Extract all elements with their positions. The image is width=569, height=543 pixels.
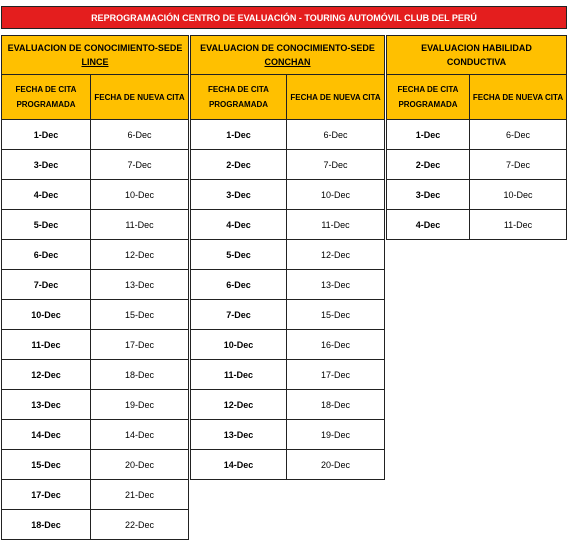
table-row	[1, 510, 189, 540]
new-date-cell: 20-Dec	[287, 450, 385, 480]
scheduled-date-cell: 4-Dec	[190, 210, 287, 240]
table-row	[386, 210, 567, 240]
col-header-new: FECHA DE NUEVA CITA	[91, 75, 189, 120]
new-date-cell: 22-Dec	[91, 510, 189, 540]
table-row	[190, 390, 385, 420]
scheduled-date-cell: 13-Dec	[190, 420, 287, 450]
table-row	[190, 210, 385, 240]
section-header	[386, 35, 567, 75]
new-date-cell: 19-Dec	[91, 390, 189, 420]
new-date-cell: 18-Dec	[287, 390, 385, 420]
table-row	[190, 450, 385, 480]
table-row	[190, 360, 385, 390]
new-date-cell: 13-Dec	[287, 270, 385, 300]
new-date-cell: 21-Dec	[91, 480, 189, 510]
col-header-scheduled: FECHA DE CITA PROGRAMADA	[1, 75, 91, 120]
table-row	[190, 270, 385, 300]
scheduled-date-cell: 3-Dec	[1, 150, 91, 180]
table-row	[190, 180, 385, 210]
scheduled-date-cell: 2-Dec	[386, 150, 470, 180]
scheduled-date-cell: 11-Dec	[190, 360, 287, 390]
scheduled-date-cell: 3-Dec	[190, 180, 287, 210]
scheduled-date-cell: 6-Dec	[190, 270, 287, 300]
table-row	[1, 420, 189, 450]
section-subtitle: CONDUCTIVA	[446, 57, 507, 67]
table-row	[1, 390, 189, 420]
table-body	[386, 120, 567, 240]
scheduled-date-cell: 17-Dec	[1, 480, 91, 510]
scheduled-date-cell: 10-Dec	[1, 300, 91, 330]
scheduled-date-cell: 12-Dec	[1, 360, 91, 390]
table-row	[190, 330, 385, 360]
section-subtitle: LINCE	[81, 57, 109, 67]
new-date-cell: 13-Dec	[91, 270, 189, 300]
table-row	[1, 150, 189, 180]
new-date-cell: 11-Dec	[91, 210, 189, 240]
section-habilidad	[386, 35, 567, 240]
new-date-cell: 18-Dec	[91, 360, 189, 390]
new-date-cell: 7-Dec	[287, 150, 385, 180]
scheduled-date-cell: 14-Dec	[1, 420, 91, 450]
table-row	[1, 450, 189, 480]
scheduled-date-cell: 7-Dec	[190, 300, 287, 330]
new-date-cell: 6-Dec	[287, 120, 385, 150]
table-row	[190, 240, 385, 270]
scheduled-date-cell: 11-Dec	[1, 330, 91, 360]
new-date-cell: 17-Dec	[287, 360, 385, 390]
new-date-cell: 11-Dec	[470, 210, 567, 240]
section-title: EVALUACION HABILIDAD	[421, 43, 532, 53]
column-headers	[190, 75, 385, 120]
table-row	[386, 180, 567, 210]
scheduled-date-cell: 5-Dec	[1, 210, 91, 240]
scheduled-date-cell: 4-Dec	[386, 210, 470, 240]
scheduled-date-cell: 7-Dec	[1, 270, 91, 300]
scheduled-date-cell: 1-Dec	[1, 120, 91, 150]
new-date-cell: 10-Dec	[91, 180, 189, 210]
table-row	[190, 150, 385, 180]
scheduled-date-cell: 15-Dec	[1, 450, 91, 480]
new-date-cell: 6-Dec	[91, 120, 189, 150]
table-row	[1, 480, 189, 510]
scheduled-date-cell: 13-Dec	[1, 390, 91, 420]
table-body	[1, 120, 189, 540]
table-row	[1, 180, 189, 210]
new-date-cell: 15-Dec	[91, 300, 189, 330]
scheduled-date-cell: 6-Dec	[1, 240, 91, 270]
scheduled-date-cell: 10-Dec	[190, 330, 287, 360]
scheduled-date-cell: 12-Dec	[190, 390, 287, 420]
table-row	[1, 240, 189, 270]
new-date-cell: 20-Dec	[91, 450, 189, 480]
table-row	[1, 300, 189, 330]
section-conchan	[190, 35, 385, 480]
scheduled-date-cell: 3-Dec	[386, 180, 470, 210]
new-date-cell: 7-Dec	[91, 150, 189, 180]
table-row	[1, 120, 189, 150]
new-date-cell: 12-Dec	[91, 240, 189, 270]
scheduled-date-cell: 1-Dec	[190, 120, 287, 150]
table-row	[1, 270, 189, 300]
table-row	[386, 150, 567, 180]
new-date-cell: 14-Dec	[91, 420, 189, 450]
new-date-cell: 10-Dec	[287, 180, 385, 210]
table-row	[1, 210, 189, 240]
column-headers	[1, 75, 189, 120]
new-date-cell: 6-Dec	[470, 120, 567, 150]
table-row	[190, 300, 385, 330]
new-date-cell: 7-Dec	[470, 150, 567, 180]
new-date-cell: 12-Dec	[287, 240, 385, 270]
table-row	[386, 120, 567, 150]
scheduled-date-cell: 14-Dec	[190, 450, 287, 480]
col-header-scheduled: FECHA DE CITA PROGRAMADA	[190, 75, 287, 120]
col-header-new: FECHA DE NUEVA CITA	[470, 75, 567, 120]
section-title: EVALUACION DE CONOCIMIENTO-SEDE	[200, 43, 375, 53]
new-date-cell: 10-Dec	[470, 180, 567, 210]
col-header-new: FECHA DE NUEVA CITA	[287, 75, 385, 120]
new-date-cell: 11-Dec	[287, 210, 385, 240]
scheduled-date-cell: 18-Dec	[1, 510, 91, 540]
section-lince	[1, 35, 189, 540]
scheduled-date-cell: 4-Dec	[1, 180, 91, 210]
scheduled-date-cell: 1-Dec	[386, 120, 470, 150]
table-row	[190, 120, 385, 150]
new-date-cell: 17-Dec	[91, 330, 189, 360]
page-title: REPROGRAMACIÓN CENTRO DE EVALUACIÓN - TOURING AUTOMÓVIL CLUB DEL PERÚ	[1, 6, 567, 29]
col-header-scheduled: FECHA DE CITA PROGRAMADA	[386, 75, 470, 120]
column-headers	[386, 75, 567, 120]
new-date-cell: 16-Dec	[287, 330, 385, 360]
section-subtitle: CONCHAN	[264, 57, 311, 67]
table-row	[1, 330, 189, 360]
new-date-cell: 19-Dec	[287, 420, 385, 450]
table-body	[190, 120, 385, 480]
scheduled-date-cell: 5-Dec	[190, 240, 287, 270]
table-row	[190, 420, 385, 450]
section-header	[190, 35, 385, 75]
section-title: EVALUACION DE CONOCIMIENTO-SEDE	[7, 43, 183, 53]
section-header	[1, 35, 189, 75]
new-date-cell: 15-Dec	[287, 300, 385, 330]
table-row	[1, 360, 189, 390]
scheduled-date-cell: 2-Dec	[190, 150, 287, 180]
